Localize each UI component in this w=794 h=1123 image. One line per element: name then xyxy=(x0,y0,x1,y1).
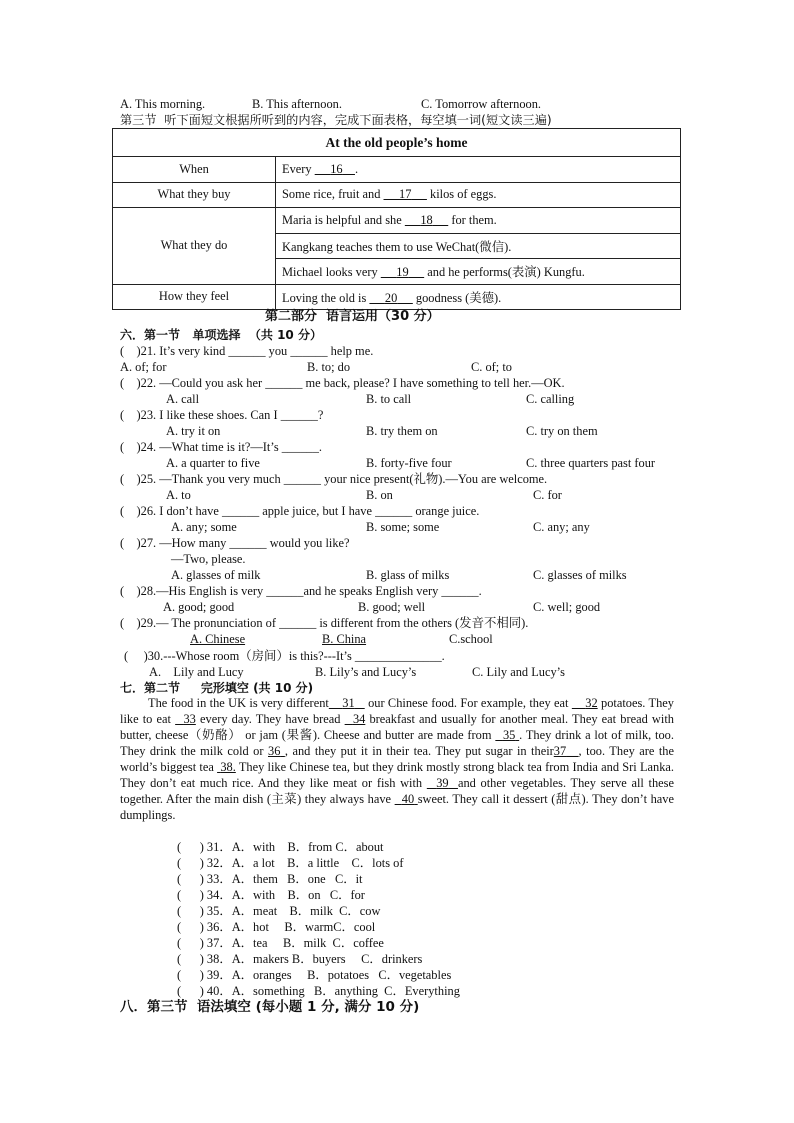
cloze-option-33: ( ) 33．A．them B．one C．it xyxy=(177,872,363,886)
question-29: ( )29.— The pronunciation of ______ is different from the others (发音不相同). xyxy=(120,616,529,630)
q29-option-a: A. Chinese xyxy=(190,632,246,646)
question-21: ( )21. It’s very kind ______ you ______ help me. xyxy=(120,344,374,358)
question-23: ( )23. I like these shoes. Can I ______? xyxy=(120,408,324,422)
option-c: C. Tomorrow afternoon. xyxy=(421,97,542,111)
section8-title: 八．第三节 语法填空 (每小题 1 分, 满分 10 分) xyxy=(120,999,420,1015)
q26-option-a: A. any; some xyxy=(171,520,237,534)
row-label: How they feel xyxy=(113,284,276,310)
q27-option-c: C. glasses of milks xyxy=(533,568,627,582)
q28-option-b: B. good; well xyxy=(358,600,426,614)
blank-37[interactable]: 37__ xyxy=(553,744,579,758)
table-row xyxy=(113,284,681,310)
question-26: ( )26. I don’t have ______ apple juice, but I have ______ orange juice. xyxy=(120,504,480,518)
q23-option-c: C. try on them xyxy=(526,424,598,438)
q27-option-a: A. glasses of milk xyxy=(171,568,261,582)
q28-option-c: C. well; good xyxy=(533,600,601,614)
q22-option-b: B. to call xyxy=(366,392,412,406)
blank-32[interactable]: 32 xyxy=(585,696,598,710)
option-b: B. This afternoon. xyxy=(252,97,342,111)
q21-option-a: A. of; for xyxy=(120,360,167,374)
q24-option-a: A. a quarter to five xyxy=(166,456,260,470)
row-label: When xyxy=(113,157,276,183)
q26-option-c: C. any; any xyxy=(533,520,590,534)
table-title: At the old people’s home xyxy=(113,129,681,157)
q22-option-a: A. call xyxy=(166,392,200,406)
question-24: ( )24. —What time is it?—It’s ______. xyxy=(120,440,323,454)
q21-option-c: C. of; to xyxy=(471,360,512,374)
blank-33[interactable]: 33 xyxy=(183,712,196,726)
question-28: ( )28.—His English is very ______and he speaks English very ______. xyxy=(120,584,482,598)
q29-option-c: C.school xyxy=(449,632,493,646)
q25-option-c: C. for xyxy=(533,488,562,502)
question-30: ( )30.---Whose room（房间）is this?---It’s ______________. xyxy=(124,649,445,663)
row-content: Maria is helpful and she 18 for them. xyxy=(276,208,681,234)
cloze-option-31: ( ) 31．A．with B．from C．about xyxy=(177,840,384,854)
row-content: Michael looks very 19 and he performs(表演) Kungfu. xyxy=(276,259,681,285)
q24-option-b: B. forty-five four xyxy=(366,456,452,470)
blank-18[interactable]: 18 xyxy=(420,212,433,227)
blank-34[interactable]: 34 xyxy=(352,712,366,726)
blank-17[interactable]: 17 xyxy=(399,187,412,202)
cloze-option-38: ( ) 38．A．makers B．buyers C．drinkers xyxy=(177,952,423,966)
blank-16[interactable]: 16 xyxy=(330,161,343,176)
cloze-passage: The food in the UK is very different 31 our Chinese food. For example, they eat 32 potatoes. They like to eat 33 every day. They have bread 34 breakfast and usually for another meal. They eat bread with butter, cheese（奶酪） or jam (果酱). Cheese and butter are made from 35 . They drink a lot of milk, too. They drink the milk cold or 36 , and they put it in their tea. They put sugar in their37__, too. They are the world’s biggest tea 38. They like Chinese tea, but they drink mostly strong black tea from India and Sri Lanka. They don’t eat much rice. And they like meat or fish with 39 and other vegetables. They serve all these together. After the main dish (主菜) they always have 40 sweet. They call it dessert (甜点). They don’t have dumplings. xyxy=(120,696,675,822)
blank-19[interactable]: 19 xyxy=(396,265,409,280)
blank-31[interactable]: 31 xyxy=(342,696,355,710)
cloze-option-40: ( ) 40．A．something B．anything C．Everything xyxy=(177,984,460,998)
blank-20[interactable]: 20 xyxy=(384,290,398,305)
cloze-option-35: ( ) 35．A．meat B．milk C．cow xyxy=(177,904,381,918)
question-22: ( )22. —Could you ask her ______ me back, please? I have something to tell her.—OK. xyxy=(120,376,565,390)
row-label: What they buy xyxy=(113,182,276,208)
blank-38[interactable]: 38. xyxy=(220,760,236,774)
q22-option-c: C. calling xyxy=(526,392,575,406)
q23-option-b: B. try them on xyxy=(366,424,438,438)
row-content: Some rice, fruit and 17 kilos of eggs. xyxy=(276,182,681,208)
blank-36[interactable]: 36 xyxy=(268,744,281,758)
q29-option-b: B. China xyxy=(322,632,367,646)
blank-35[interactable]: 35 xyxy=(502,728,516,742)
question-27: ( )27. —How many ______ would you like? xyxy=(120,536,350,550)
option-a: A. This morning. xyxy=(120,97,206,111)
q28-option-a: A. good; good xyxy=(163,600,235,614)
row-label: What they do xyxy=(113,208,276,285)
old-peoples-home-table xyxy=(112,128,681,310)
cloze-option-34: ( ) 34．A．with B．on C．for xyxy=(177,888,365,902)
row-content: Loving the old is 20 goodness (美德). xyxy=(276,284,681,310)
row-content: Kangkang teaches them to use WeChat(微信). xyxy=(276,233,681,259)
section3-title: 第三节 听下面短文根据所听到的内容，完成下面表格，每空填一词(短文读三遍) xyxy=(120,113,552,127)
q21-option-b: B. to; do xyxy=(307,360,351,374)
q30-option-b: B. Lily’s and Lucy’s xyxy=(315,665,417,679)
q27-option-b: B. glass of milks xyxy=(366,568,450,582)
blank-39[interactable]: 39 xyxy=(436,776,449,790)
q30-option-c: C. Lily and Lucy’s xyxy=(472,665,565,679)
row-content: Every 16 . xyxy=(276,157,681,183)
cloze-option-37: ( ) 37．A．tea B．milk C．coffee xyxy=(177,936,384,950)
cloze-option-36: ( ) 36．A．hot B．warmC．cool xyxy=(177,920,376,934)
cloze-option-32: ( ) 32．A．a lot B．a little C．lots of xyxy=(177,856,404,870)
question-27-reply: —Two, please. xyxy=(171,552,246,566)
section6-title: 六．第一节 单项选择 （共 10 分） xyxy=(120,328,322,342)
q30-option-a: A. Lily and Lucy xyxy=(149,665,244,679)
question-25: ( )25. —Thank you very much ______ your nice present(礼物).—You are welcome. xyxy=(120,472,548,486)
cloze-option-39: ( ) 39．A．oranges B．potatoes C．vegetables xyxy=(177,968,452,982)
table-row xyxy=(113,157,681,183)
q25-option-a: A. to xyxy=(166,488,191,502)
q26-option-b: B. some; some xyxy=(366,520,440,534)
part2-title: 第二部分 语言运用（30 分） xyxy=(265,309,440,324)
blank-40[interactable]: 40 xyxy=(401,792,415,806)
section7-title: 七．第二节 完形填空 (共 10 分) xyxy=(120,681,314,695)
q24-option-c: C. three quarters past four xyxy=(526,456,656,470)
q25-option-b: B. on xyxy=(366,488,393,502)
q23-option-a: A. try it on xyxy=(166,424,221,438)
table-row xyxy=(113,208,681,234)
table-row xyxy=(113,182,681,208)
